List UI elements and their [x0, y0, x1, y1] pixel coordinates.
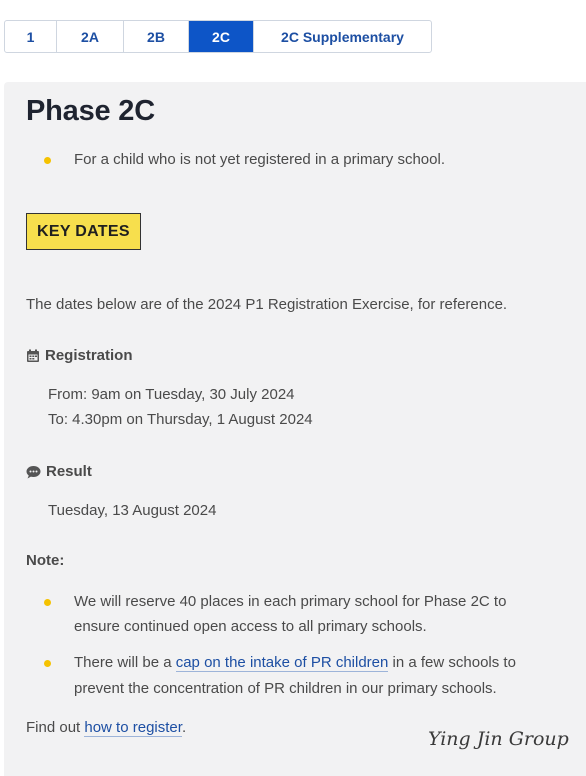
chat-bubble-icon [26, 465, 41, 479]
find-out-prefix: Find out [26, 719, 85, 736]
note-bullet-1-line-1: We will reserve 40 places in each primary school for Phase 2C to [74, 593, 507, 610]
phase-tabs [4, 20, 432, 53]
bullet-icon [44, 660, 51, 667]
note-heading: Note: [26, 552, 65, 569]
note-bullet-2-line-2: prevent the concentration of PR children in our primary schools. [74, 680, 497, 697]
registration-to: To: 4.30pm on Thursday, 1 August 2024 [48, 411, 313, 428]
bullet-icon [44, 157, 51, 164]
result-heading-label: Result [46, 463, 92, 480]
key-dates-label: KEY DATES [26, 213, 141, 250]
pr-intake-cap-link[interactable]: cap on the intake of PR children [175, 654, 389, 671]
tab-phase-2c[interactable]: 2C [189, 21, 254, 52]
watermark: Ying Jin Group [428, 728, 569, 750]
page-title: Phase 2C [26, 95, 155, 127]
registration-from: From: 9am on Tuesday, 30 July 2024 [48, 386, 295, 403]
find-out-text [26, 719, 186, 736]
registration-heading-label: Registration [45, 347, 133, 364]
note-bullet-2-prefix: There will be a [74, 654, 176, 671]
result-date: Tuesday, 13 August 2024 [48, 502, 217, 519]
how-to-register-link[interactable]: how to register [84, 719, 182, 736]
tab-phase-2c-supplementary[interactable]: 2C Supplementary [281, 28, 404, 45]
note-bullet-2-line-1 [74, 654, 516, 671]
result-heading [26, 463, 92, 480]
intro-text: The dates below are of the 2024 P1 Registration Exercise, for reference. [26, 296, 508, 313]
bullet-icon [44, 599, 51, 606]
tab-phase-2b[interactable]: 2B [124, 21, 189, 52]
tab-phase-2a[interactable]: 2A [57, 21, 124, 52]
registration-heading [26, 347, 133, 364]
find-out-suffix: . [181, 719, 187, 736]
calendar-icon [26, 349, 40, 363]
note-bullet-1-line-2: ensure continued open access to all primary schools. [74, 618, 427, 635]
tab-phase-1[interactable]: 1 [5, 21, 57, 52]
eligibility-text: For a child who is not yet registered in a primary school. [74, 151, 445, 168]
note-bullet-2-suffix: in a few schools to [388, 654, 516, 671]
key-dates-badge [26, 213, 141, 250]
